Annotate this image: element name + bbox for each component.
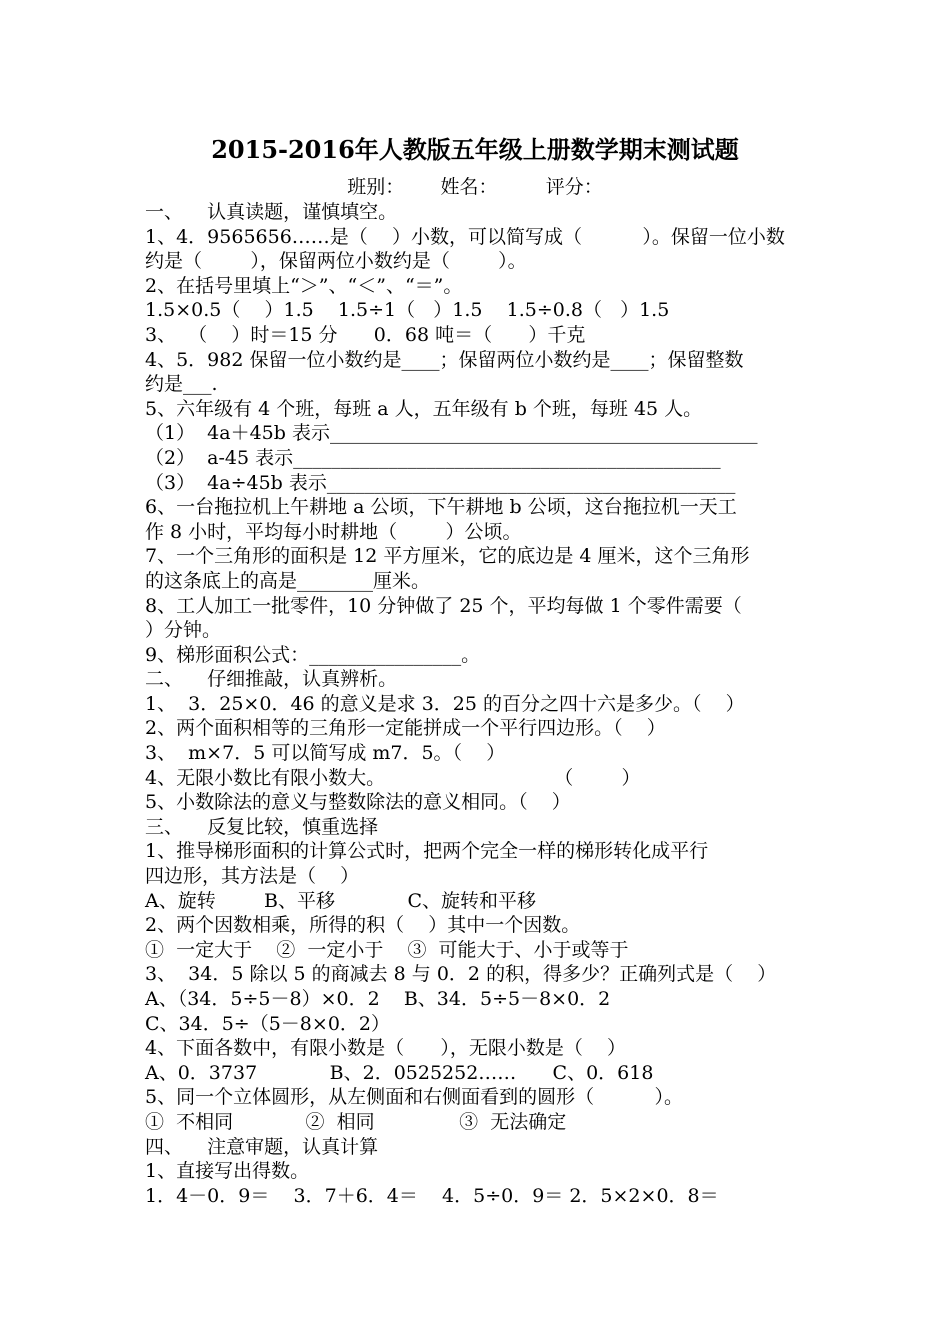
text-line: A、0．3737 B、2．0525252…… C、0．618 [145,1061,654,1084]
text-line: 5、六年级有 4 个班，每班 a 人，五年级有 b 个班，每班 45 人。 [145,397,703,420]
text-line: 一、 认真读题，谨慎填空。 [145,201,398,223]
text-line: 4、无限小数比有限小数大。 （ ） [145,766,641,789]
text-line: 3、 （ ）时＝15 分 0．68 吨＝（ ）千克 [145,323,586,346]
text-line: 4、下面各数中，有限小数是（ ），无限小数是（ ） [145,1037,626,1060]
text-line: 1、 3．25×0．46 的意义是求 3．25 的百分之四十六是多少。（ ） [145,692,745,715]
text-line: 2、两个面积相等的三角形一定能拼成一个平行四边形。（ ） [145,717,666,740]
text-line: 3、 34．5 除以 5 的商减去 8 与 0．2 的积，得多少？正确列式是（ ） [145,963,777,986]
text-line: 1、推导梯形面积的计算公式时，把两个完全一样的梯形转化成平行 [145,840,709,863]
text-line: （3） 4a÷45b 表示___________________________________________ [145,471,736,494]
text-line: 3、 m×7．5 可以简写成 m7．5。（ ） [145,742,506,765]
text-line: 7、一个三角形的面积是 12 平方厘米，它的底边是 4 厘米，这个三角形 [145,545,750,568]
text-line: 的这条底上的高是________厘米。 [145,569,431,592]
page-title: 2015-2016年人教版五年级上册数学期末测试题 [211,135,739,164]
student-info-line: 班别： 姓名： 评分： [347,176,603,198]
text-line: 1.5×0.5（ ）1.5 1.5÷1（ ）1.5 1.5÷0.8（ ）1.5 [145,299,670,322]
text-line: 1、4．9565656……是（ ）小数，可以简写成（ ）。保留一位小数 [145,225,785,248]
text-line: 四边形，其方法是（ ） [145,865,360,888]
text-line: 约是（ ），保留两位小数约是（ ）。 [145,250,527,273]
text-line: （2） a-45 表示_____________________________________________ [145,446,721,469]
text-line: 8、工人加工一批零件，10 分钟做了 25 个，平均每做 1 个零件需要（ [145,594,742,617]
text-line: 9、梯形面积公式：________________。 [145,643,481,666]
text-line: A、旋转 B、平移 C、旋转和平移 [145,889,537,912]
text-line: 2、在括号里填上“＞”、“＜”、“＝”。 [145,274,463,297]
question-body [145,200,810,1208]
text-line: （1） 4a＋45b 表示_____________________________________________ [145,422,758,445]
text-line: 4、5．982 保留一位小数约是____；保留两位小数约是____；保留整数 [145,348,744,371]
text-line: 1．4－0．9＝ 3．7＋6．4＝ 4．5÷0．9＝ 2．5×2×0．8＝ [145,1184,719,1207]
text-line: 2、两个因数相乘，所得的积（ ）其中一个因数。 [145,914,581,937]
text-line: 约是___. [145,373,218,396]
text-line: 5、小数除法的意义与整数除法的意义相同。（ ） [145,791,571,814]
text-line: 1、直接写出得数。 [145,1160,310,1183]
text-line: 二、 仔细推敲，认真辨析。 [145,668,398,691]
text-line: 作 8 小时，平均每小时耕地（ ）公顷。 [145,520,522,543]
text-line: 三、 反复比较，慎重选择 [145,815,379,838]
text-line: 6、一台拖拉机上午耕地 a 公顷，下午耕地 b 公顷，这台拖拉机一天工 [145,496,737,519]
text-line: 四、 注意审题，认真计算 [145,1135,379,1158]
text-line: ① 一定大于 ② 一定小于 ③ 可能大于、小于或等于 [145,938,629,961]
text-line: ① 不相同 ② 相同 ③ 无法确定 [145,1110,567,1133]
text-line: C、34．5÷（5－8×0．2） [145,1012,390,1035]
text-line: 5、同一个立体圆形，从左侧面和右侧面看到的圆形（ ）。 [145,1086,683,1109]
text-line: ）分钟。 [145,619,222,642]
text-line: A、（34．5÷5－8）×0．2 B、34．5÷5－8×0．2 [145,988,611,1010]
